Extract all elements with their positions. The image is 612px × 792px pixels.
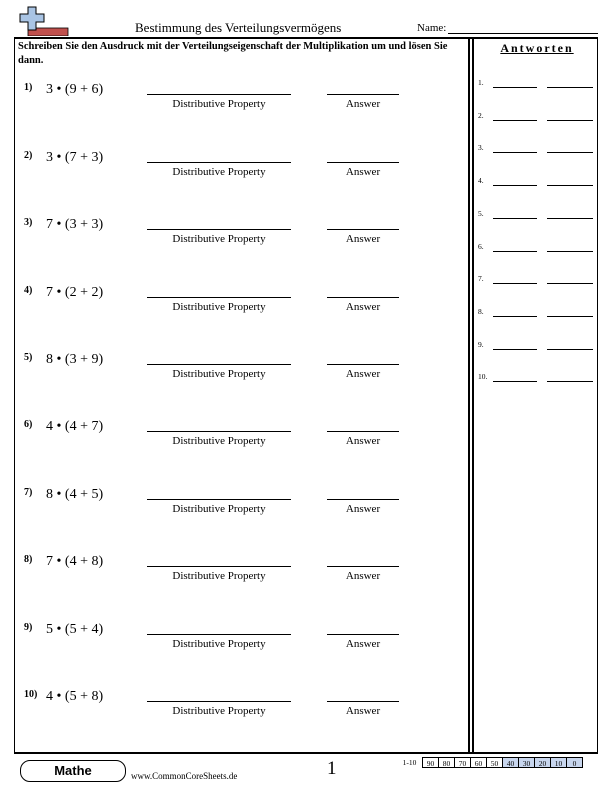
score-cell: 80	[438, 757, 455, 768]
answer-label: Answer	[345, 98, 381, 110]
problem-expression: 8 • (3 + 9)	[46, 352, 104, 367]
distributive-answer-line[interactable]	[147, 229, 291, 230]
answer-key-line-distributive[interactable]	[493, 349, 537, 350]
answer-key-number: 10.	[478, 372, 488, 382]
problem-expression: 7 • (2 + 2)	[46, 285, 104, 300]
answer-key-row-2	[478, 111, 598, 125]
score-cell: 10	[550, 757, 567, 768]
column-divider-2	[472, 37, 474, 754]
site-url: www.CommonCoreSheets.de	[131, 771, 238, 781]
commoncoresheets-logo	[16, 6, 70, 36]
problem-6	[0, 419, 470, 459]
score-cell: 30	[518, 757, 535, 768]
page-number: 1	[327, 758, 337, 779]
problem-number: 8)	[24, 554, 33, 565]
problem-number: 5)	[24, 352, 33, 363]
answer-key-row-1	[478, 78, 598, 92]
problem-7	[0, 487, 470, 527]
answer-key-row-4	[478, 176, 598, 190]
problem-expression: 4 • (5 + 8)	[46, 689, 104, 704]
problem-expression: 3 • (7 + 3)	[46, 150, 104, 165]
answer-key-number: 3.	[478, 143, 484, 153]
answer-label: Answer	[345, 638, 381, 650]
answer-key-number: 2.	[478, 110, 484, 120]
answer-key-line-answer[interactable]	[547, 283, 593, 284]
problem-expression: 3 • (9 + 6)	[46, 82, 104, 97]
answer-label: Answer	[345, 233, 381, 245]
answer-key-line-distributive[interactable]	[493, 87, 537, 88]
problem-number: 6)	[24, 419, 33, 430]
answer-label: Answer	[345, 705, 381, 717]
problem-9	[0, 622, 470, 662]
score-cell: 0	[566, 757, 583, 768]
answer-key-line-distributive[interactable]	[493, 316, 537, 317]
problem-expression: 5 • (5 + 4)	[46, 622, 104, 637]
answer-label: Answer	[345, 368, 381, 380]
score-cell: 70	[454, 757, 471, 768]
score-cell: 20	[534, 757, 551, 768]
answer-key-row-7	[478, 274, 598, 288]
answer-key-number: 9.	[478, 339, 484, 349]
distributive-answer-line[interactable]	[147, 364, 291, 365]
answer-key-number: 4.	[478, 176, 484, 186]
problem-3	[0, 217, 470, 257]
answer-line[interactable]	[327, 297, 399, 298]
distributive-label: Distributive Property	[172, 570, 266, 582]
answer-key-number: 5.	[478, 208, 484, 218]
answer-line[interactable]	[327, 364, 399, 365]
answer-key-line-answer[interactable]	[547, 316, 593, 317]
problem-expression: 7 • (3 + 3)	[46, 217, 104, 232]
distributive-label: Distributive Property	[172, 435, 266, 447]
answer-label: Answer	[345, 503, 381, 515]
distributive-label: Distributive Property	[172, 705, 266, 717]
worksheet-title: Bestimmung des Verteilungsvermögens	[135, 20, 342, 35]
top-border	[14, 37, 598, 39]
answer-label: Answer	[345, 301, 381, 313]
answer-line[interactable]	[327, 701, 399, 702]
distributive-label: Distributive Property	[172, 301, 266, 313]
problem-number: 2)	[24, 150, 33, 161]
distributive-label: Distributive Property	[172, 233, 266, 245]
distributive-label: Distributive Property	[172, 166, 266, 178]
problem-5	[0, 352, 470, 392]
answer-label: Answer	[345, 435, 381, 447]
answer-key-line-answer[interactable]	[547, 349, 593, 350]
distributive-label: Distributive Property	[172, 98, 266, 110]
problem-expression: 4 • (4 + 7)	[46, 419, 104, 434]
distributive-label: Distributive Property	[172, 638, 266, 650]
problem-4	[0, 285, 470, 325]
problem-number: 1)	[24, 82, 33, 93]
distributive-answer-line[interactable]	[147, 499, 291, 500]
answer-key-line-answer[interactable]	[547, 381, 593, 382]
problem-expression: 8 • (4 + 5)	[46, 487, 104, 502]
distributive-answer-line[interactable]	[147, 566, 291, 567]
answer-key-number: 7.	[478, 274, 484, 284]
answer-label: Answer	[345, 166, 381, 178]
answer-key-row-10	[478, 372, 598, 386]
answer-label: Answer	[345, 570, 381, 582]
answer-key-line-answer[interactable]	[547, 152, 593, 153]
answer-line[interactable]	[327, 431, 399, 432]
distributive-label: Distributive Property	[172, 368, 266, 380]
distributive-answer-line[interactable]	[147, 162, 291, 163]
answer-key-number: 1.	[478, 78, 484, 87]
problem-1	[0, 82, 470, 122]
answer-key-line-distributive[interactable]	[493, 218, 537, 219]
subject-badge: Mathe	[20, 760, 126, 782]
instructions: Schreiben Sie den Ausdruck mit der Verteilungseigenschaft der Multiplikation um und lösen Sie dann.	[18, 41, 448, 66]
answer-key-row-9	[478, 340, 598, 354]
answer-key-number: 8.	[478, 306, 484, 316]
answer-line[interactable]	[327, 162, 399, 163]
problem-number: 9)	[24, 622, 33, 633]
score-cell: 90	[422, 757, 439, 768]
answer-key-row-8	[478, 307, 598, 321]
answer-key-line-distributive[interactable]	[493, 251, 537, 252]
answer-key-line-answer[interactable]	[547, 87, 593, 88]
answer-key-line-answer[interactable]	[547, 251, 593, 252]
score-cell: 50	[486, 757, 503, 768]
problem-number: 4)	[24, 285, 33, 296]
score-table	[396, 757, 583, 769]
distributive-answer-line[interactable]	[147, 634, 291, 635]
answer-key-line-distributive[interactable]	[493, 120, 537, 121]
answer-line[interactable]	[327, 94, 399, 95]
answer-key-line-distributive[interactable]	[493, 152, 537, 153]
problem-8	[0, 554, 470, 594]
answers-heading: Antworten	[500, 41, 574, 55]
answer-key-row-6	[478, 242, 598, 256]
answer-key-line-distributive[interactable]	[493, 381, 537, 382]
name-line[interactable]	[448, 33, 598, 34]
problem-2	[0, 150, 470, 190]
answer-key-line-answer[interactable]	[547, 185, 593, 186]
distributive-answer-line[interactable]	[147, 94, 291, 95]
distributive-answer-line[interactable]	[147, 297, 291, 298]
distributive-label: Distributive Property	[172, 503, 266, 515]
problem-10	[0, 689, 470, 729]
answer-key-row-3	[478, 143, 598, 157]
problem-expression: 7 • (4 + 8)	[46, 554, 104, 569]
answer-line[interactable]	[327, 634, 399, 635]
score-cell: 60	[470, 757, 487, 768]
score-cell: 40	[502, 757, 519, 768]
problem-number: 7)	[24, 487, 33, 498]
answer-key-line-distributive[interactable]	[493, 283, 537, 284]
distributive-answer-line[interactable]	[147, 431, 291, 432]
name-label: Name:	[417, 22, 447, 34]
answer-line[interactable]	[327, 566, 399, 567]
distributive-answer-line[interactable]	[147, 701, 291, 702]
answer-key-line-distributive[interactable]	[493, 185, 537, 186]
answer-key-row-5	[478, 209, 598, 223]
bottom-border	[14, 752, 598, 754]
answer-key-line-answer[interactable]	[547, 218, 593, 219]
score-range-label: 1-10	[402, 758, 417, 767]
problem-number: 3)	[24, 217, 33, 228]
answer-line[interactable]	[327, 499, 399, 500]
answer-key-line-answer[interactable]	[547, 120, 593, 121]
answer-key-number: 6.	[478, 241, 484, 251]
answer-line[interactable]	[327, 229, 399, 230]
problem-number: 10)	[24, 689, 38, 700]
